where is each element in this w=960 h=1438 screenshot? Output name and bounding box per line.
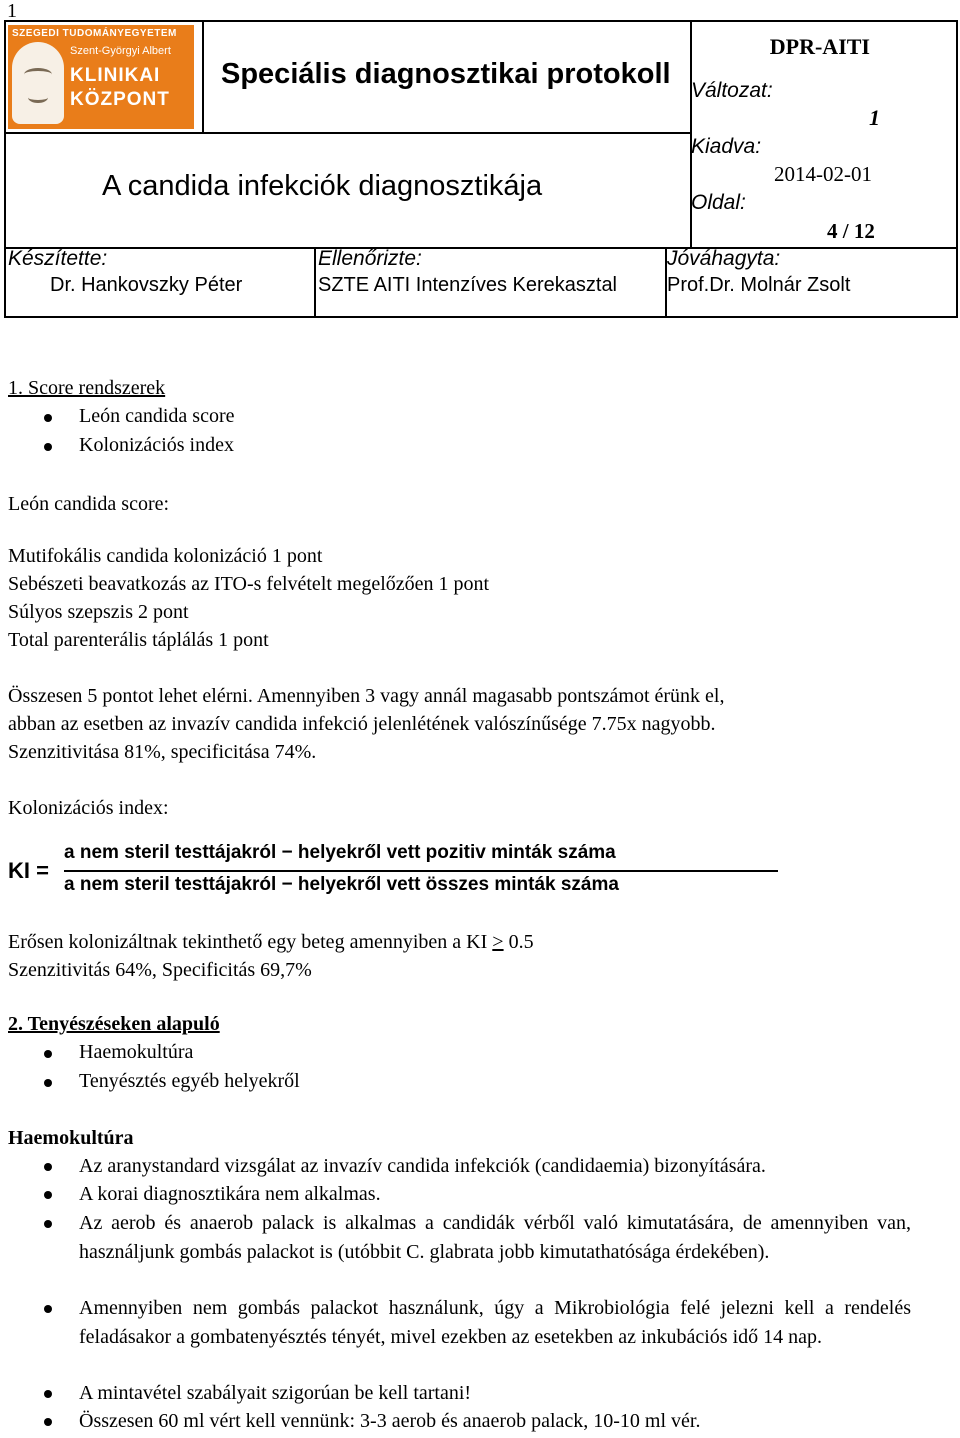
haemo-heading: Haemokultúra xyxy=(8,1127,134,1149)
fraction-bar xyxy=(64,870,778,872)
author-value: Dr. Hankovszky Péter xyxy=(50,274,243,296)
bullet-icon xyxy=(44,414,52,422)
bullet-icon xyxy=(44,1191,52,1199)
section1-heading: 1. Score rendszerek xyxy=(8,377,166,399)
ki-sensitivity-line: Szenzitivitás 64%, Specificitás 69,7% xyxy=(8,959,312,981)
bullet-icon xyxy=(44,1305,52,1313)
formula-denominator: a nem steril testtájakról − helyekről vett összes minták száma xyxy=(64,874,619,895)
bullet-icon xyxy=(44,1390,52,1398)
logo-line1-text: KLINIKAI xyxy=(70,65,161,86)
bullet-icon xyxy=(44,1079,52,1087)
haemo-bullet: A korai diagnosztikára nem alkalmas. xyxy=(79,1183,381,1205)
header-hline-logo xyxy=(6,132,690,134)
haemo-bullet: A mintavétel szabályait szigorúan be kell tartani! xyxy=(79,1382,472,1404)
leon-line: Sebészeti beavatkozás az ITO-s felvételt megelőzően 1 pont xyxy=(8,573,490,595)
approver-label: Jóváhagyta: xyxy=(667,247,781,270)
leon-paragraph-line: abban az esetben az invazív candida infekció jelenlétének valószínűsége 7.75x nagyobb. xyxy=(8,713,716,735)
version-label: Változat: xyxy=(691,79,773,102)
page-number: 1 xyxy=(7,0,17,22)
author-label: Készítette: xyxy=(8,247,108,270)
issued-value: 2014-02-01 xyxy=(774,162,872,186)
ki-heading: Kolonizációs index: xyxy=(8,797,169,819)
logo-line2-text: KÖZPONT xyxy=(70,89,170,110)
leon-heading: León candida score: xyxy=(8,493,170,515)
checker-label: Ellenőrizte: xyxy=(318,247,422,270)
haemo-bullet: Összesen 60 ml vért kell vennünk: 3-3 aerob és anaerob palack, 10-10 ml vér. xyxy=(79,1410,701,1432)
leon-line: Total parenterális táplálás 1 pont xyxy=(8,629,269,651)
version-value: 1 xyxy=(869,105,880,130)
bullet-icon xyxy=(44,1050,52,1058)
ki-threshold-line xyxy=(8,930,534,954)
leon-line: Súlyos szepszis 2 pont xyxy=(8,601,189,623)
bullet-icon xyxy=(44,443,52,451)
section2-item: Tenyésztés egyéb helyekről xyxy=(79,1070,300,1092)
logo-university-text: SZEGEDI TUDOMÁNYEGYETEM xyxy=(12,28,177,39)
bullet-icon xyxy=(44,1220,52,1228)
checker-value: SZTE AITI Intenzíves Kerekasztal xyxy=(318,274,618,296)
section1-item: León candida score xyxy=(79,405,235,427)
leon-line: Mutifokális candida kolonizáció 1 pont xyxy=(8,545,323,567)
page-value: 4 / 12 xyxy=(827,219,875,243)
header-hline-signatures xyxy=(6,247,956,249)
haemo-bullet: Amennyiben nem gombás palackot használunk, úgy a Mikrobiológia felé jelezni kell a rendelés feladásakor a gombatenyésztés tényét, mivel ezekben az esetekben az inkubációs idő 14 nap. xyxy=(79,1297,911,1348)
document-title: Speciális diagnosztikai protokoll xyxy=(221,58,671,90)
document-code: DPR-AITI xyxy=(769,34,870,59)
approver-value: Prof.Dr. Molnár Zsolt xyxy=(667,274,851,296)
ki-threshold-value: 0.5 xyxy=(503,931,534,953)
formula-numerator: a nem steril testtájakról − helyekről vett pozitiv minták száma xyxy=(64,842,616,863)
bullet-icon xyxy=(44,1163,52,1171)
formula-lhs: KI = xyxy=(8,858,49,883)
leon-paragraph-line: Szenzitivitása 81%, specificitása 74%. xyxy=(8,741,317,763)
document-subtitle: A candida infekciók diagnosztikája xyxy=(102,170,543,202)
logo-name-text: Szent-Györgyi Albert xyxy=(70,45,171,57)
section2-heading: 2. Tenyészéseken alapuló xyxy=(8,1013,220,1035)
university-logo xyxy=(8,25,194,129)
ki-threshold-symbol: > xyxy=(492,931,504,953)
ki-threshold-text: Erősen kolonizáltnak tekinthető egy beteg amennyiben a KI xyxy=(8,931,493,953)
page-label: Oldal: xyxy=(691,191,746,214)
portrait-icon xyxy=(12,42,64,124)
header-vline-logo xyxy=(202,22,204,132)
bullet-icon xyxy=(44,1418,52,1426)
section2-item: Haemokultúra xyxy=(79,1041,194,1063)
header-vline-sig1 xyxy=(314,247,316,318)
ki-formula xyxy=(8,840,778,900)
haemo-bullet: Az aranystandard vizsgálat az invazív candida infekciók (candidaemia) bizonyítására. xyxy=(79,1155,766,1177)
issued-label: Kiadva: xyxy=(691,135,762,158)
haemo-bullet: Az aerob és anaerob palack is alkalmas a candidák vérből való kimutatására, de amennyiben van, használjunk gombás palackot is (utóbbit C. glabrata jobb kimutathatósága érdekében). xyxy=(79,1212,911,1263)
section1-item: Kolonizációs index xyxy=(79,434,234,456)
leon-paragraph-line: Összesen 5 pontot lehet elérni. Amennyiben 3 vagy annál magasabb pontszámot érünk el, xyxy=(8,685,725,707)
